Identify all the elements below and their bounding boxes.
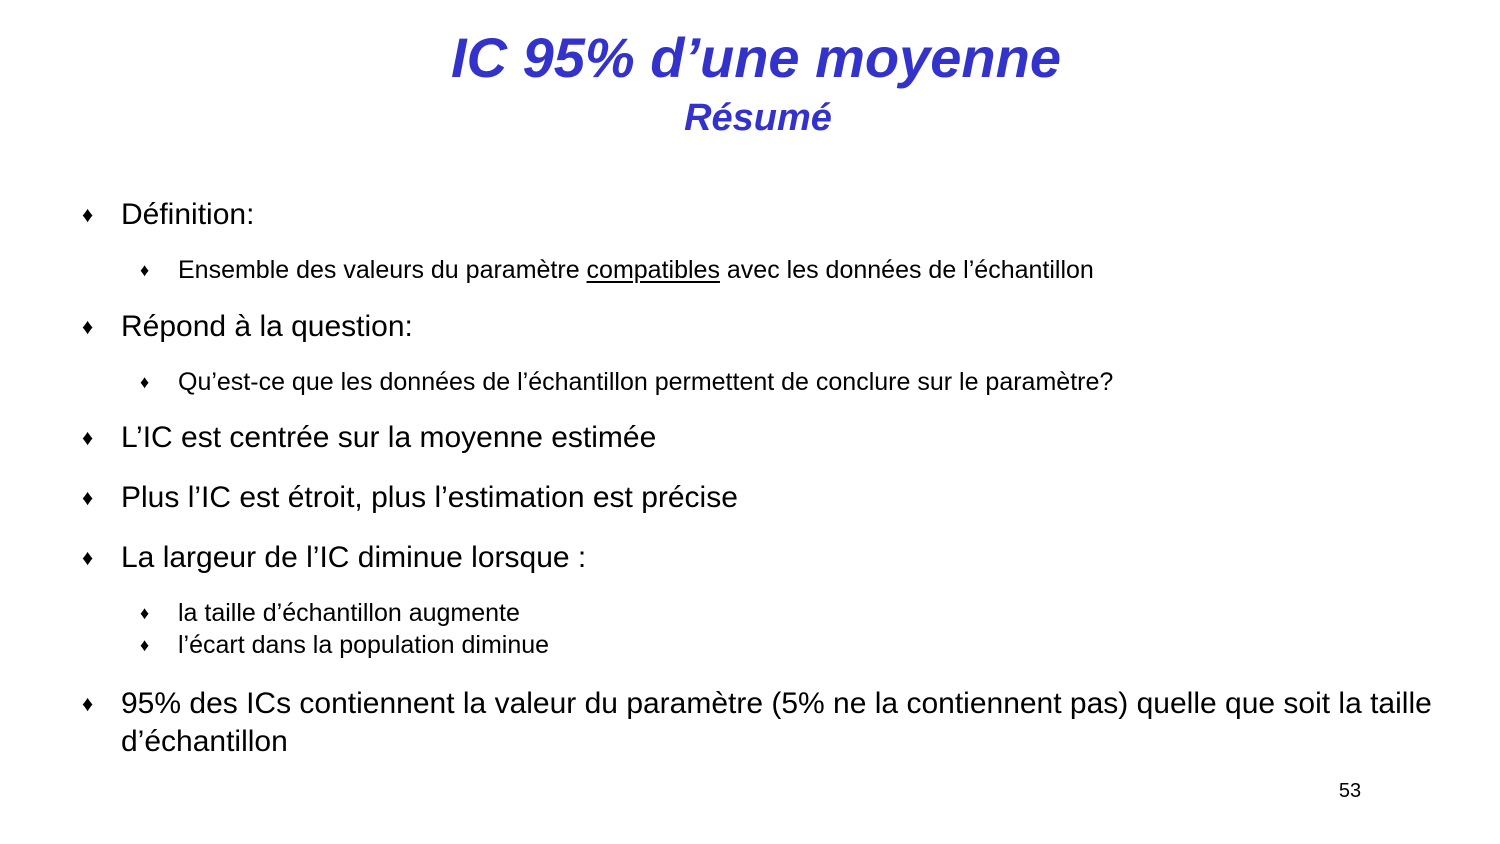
bullet-text: Définition:: [121, 198, 255, 231]
bullet-item-definition: [82, 196, 254, 234]
diamond-bullet-icon: ♦: [140, 260, 150, 280]
slide-subtitle: Résumé: [684, 97, 832, 139]
diamond-bullet-icon: ♦: [140, 603, 150, 623]
diamond-bullet-icon: ♦: [82, 691, 94, 716]
diamond-bullet-icon: ♦: [82, 314, 94, 339]
diamond-bullet-icon: ♦: [82, 425, 94, 450]
bullet-text: Plus l’IC est étroit, plus l’estimation est précise: [121, 481, 738, 514]
bullet-text: Répond à la question:: [121, 310, 413, 343]
bullet-text: la taille d’échantillon augmente: [178, 599, 520, 627]
bullet-item-question: [82, 308, 413, 346]
bullet-text: La largeur de l’IC diminue lorsque :: [121, 541, 587, 574]
sub-bullet-item-question-detail: [140, 366, 1113, 398]
sub-bullet-item-definition-detail: [140, 254, 1094, 286]
bullet-text: [178, 254, 1094, 286]
diamond-bullet-icon: ♦: [82, 202, 94, 227]
diamond-bullet-icon: ♦: [140, 635, 150, 655]
diamond-bullet-icon: ♦: [140, 372, 150, 392]
diamond-bullet-icon: ♦: [82, 485, 94, 510]
diamond-bullet-icon: ♦: [82, 545, 94, 570]
bullet-item-coverage: [82, 685, 1481, 761]
bullet-item-centered: [82, 419, 656, 457]
page-number: 53: [1338, 780, 1362, 802]
text-segment: avec les données de l’échantillon: [719, 256, 1094, 284]
bullet-item-precision: [82, 479, 738, 517]
bullet-text: L’IC est centrée sur la moyenne estimée: [121, 421, 657, 454]
bullet-item-width: [82, 539, 586, 577]
sub-bullet-item-population-spread: [140, 629, 549, 661]
sub-bullet-item-sample-size: [140, 597, 520, 629]
bullet-text: l’écart dans la population diminue: [178, 631, 550, 659]
underlined-word: compatibles: [586, 256, 720, 284]
text-segment: Ensemble des valeurs du paramètre: [178, 256, 587, 284]
bullet-text: 95% des ICs contiennent la valeur du paramètre (5% ne la contiennent pas) quelle que soit la taille d’échantillon: [121, 687, 1432, 758]
bullet-text: Qu’est-ce que les données de l’échantillon permettent de conclure sur le paramètre?: [178, 368, 1114, 396]
slide-title: IC 95% d’une moyenne: [451, 26, 1061, 89]
